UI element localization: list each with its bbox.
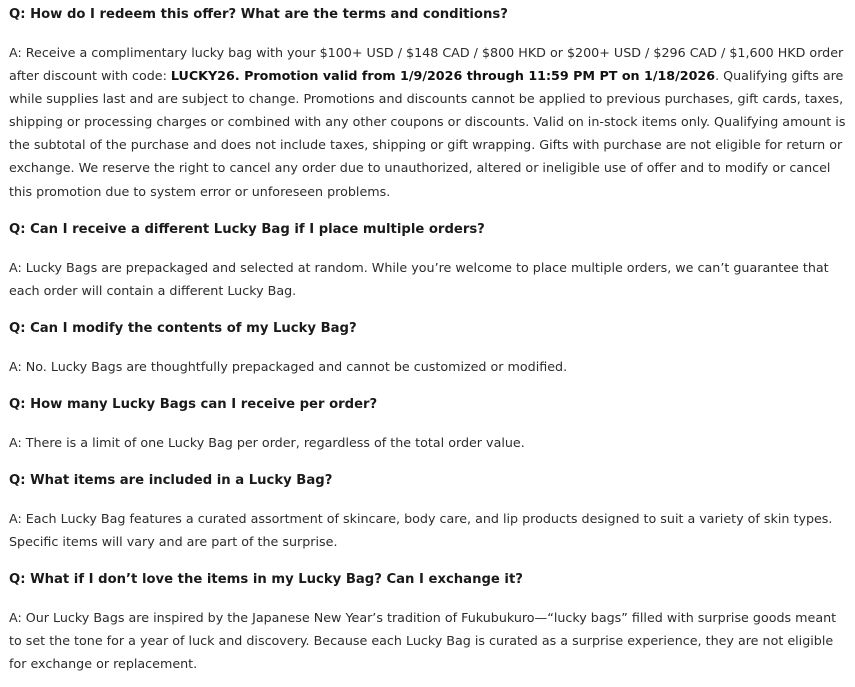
faq-answer: A: Our Lucky Bags are inspired by the Japanese New Year’s tradition of Fukubukuro—“lucky bags” filled with surprise goods meant to set the tone for a year of luck and discovery. Because each Lucky Bag is curated as a surprise experience, they are not eligible for exchange or replacement.: [9, 610, 837, 672]
answer-separator: .: [234, 68, 245, 84]
faq-item-modify-contents: [9, 319, 847, 378]
faq-list: [0, 5, 855, 676]
faq-question: Q: What items are included in a Lucky Bag?: [9, 473, 333, 489]
promo-code: LUCKY26: [170, 68, 235, 84]
answer-text: . Qualifying gifts are while supplies last and are subject to change. Promotions and discounts cannot be applied to previous purchases, gift cards, taxes, shipping or processing charges or combined with any other coupons or discounts. Valid on in-stock items only. Qualifying amount is the subtotal of the purchase and does not include taxes, shipping or gift wrapping. Gifts with purchase are not eligible for return or exchange. We reserve the right to cancel any order due to unauthorized, altered or ineligible use of offer and to modify or cancel this promotion due to system error or unforeseen problems.: [9, 68, 846, 199]
faq-item-included-items: [9, 471, 847, 553]
faq-answer: A: Each Lucky Bag features a curated assortment of skincare, body care, and lip products designed to suit a variety of skin types. Specific items will vary and are part of the surprise.: [9, 511, 833, 550]
faq-question: Q: Can I modify the contents of my Lucky Bag?: [9, 320, 357, 336]
answer-text: A: Receive a complimentary lucky bag with your $100+ USD / $148 CAD / $800 HKD or $200+ USD / $296 CAD / $1,600 HKD order after discount with code:: [9, 45, 844, 84]
faq-answer: [9, 41, 847, 203]
faq-item-redeem-offer: [9, 5, 847, 203]
faq-answer: A: There is a limit of one Lucky Bag per order, regardless of the total order value.: [9, 434, 525, 450]
faq-answer: A: No. Lucky Bags are thoughtfully prepackaged and cannot be customized or modified.: [9, 358, 568, 374]
faq-item-different-bag: [9, 220, 847, 302]
faq-question: Q: How many Lucky Bags can I receive per order?: [9, 396, 378, 412]
faq-question: Q: How do I redeem this offer? What are the terms and conditions?: [9, 7, 508, 22]
faq-answer: A: Lucky Bags are prepackaged and selected at random. While you’re welcome to place multiple orders, we can’t guarantee that each order will contain a different Lucky Bag.: [9, 259, 829, 298]
faq-item-exchange: [9, 570, 847, 675]
faq-item-bags-per-order: [9, 395, 847, 454]
faq-question: Q: Can I receive a different Lucky Bag if I place multiple orders?: [9, 221, 485, 237]
faq-question: Q: What if I don’t love the items in my Lucky Bag? Can I exchange it?: [9, 572, 523, 588]
promo-validity: Promotion valid from 1/9/2026 through 11:59 PM PT on 1/18/2026: [244, 68, 716, 84]
